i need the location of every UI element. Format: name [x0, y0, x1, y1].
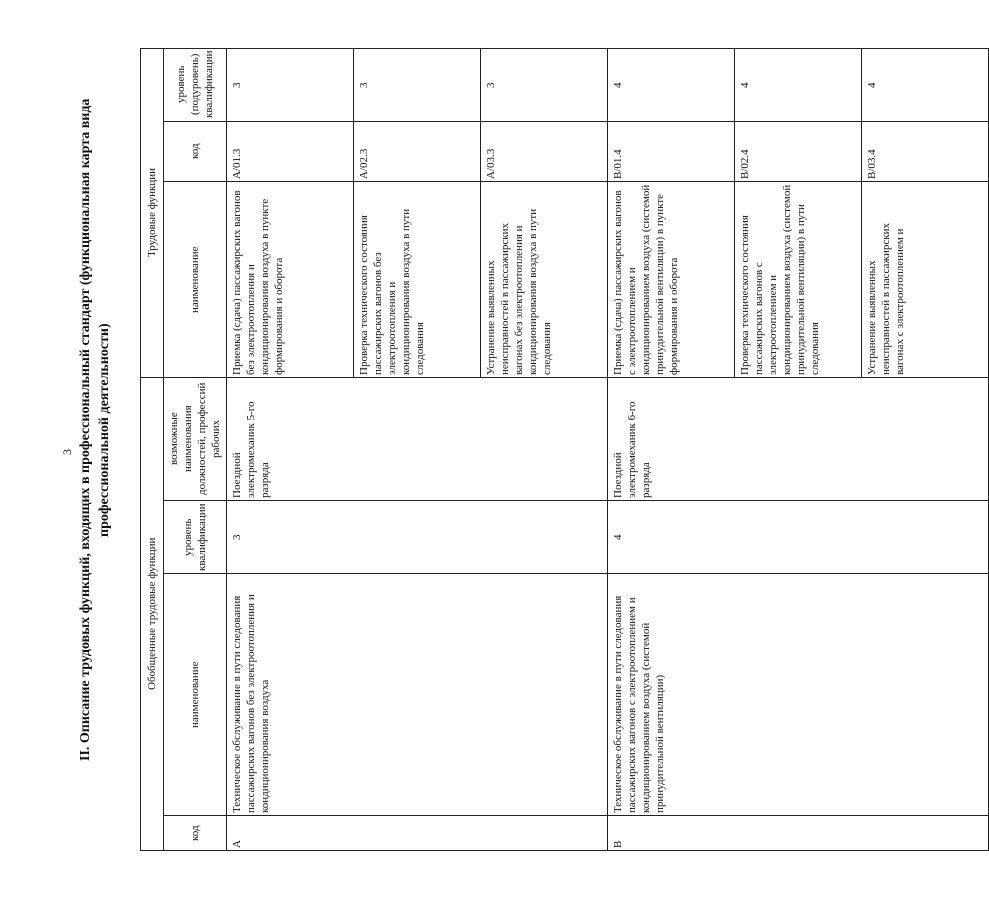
function-name: Проверка технического состояния пассажирских вагонов без электроотопления и кондиционирования воздуха в пути следования	[354, 182, 481, 377]
function-code: B/01.4	[608, 121, 735, 182]
group-name: Техническое обслуживание в пути следования пассажирских вагонов без электроотопления и кондиционирования воздуха	[227, 573, 608, 816]
col-header-tf-level: уровень (подуровень) квалификации	[164, 49, 227, 122]
function-code: A/01.3	[227, 121, 354, 182]
group-positions: Поездной электромеханик 6-го разряда	[608, 377, 989, 501]
functional-map-table-container	[140, 48, 906, 851]
function-level: 3	[227, 49, 354, 122]
functional-map-table	[140, 48, 989, 851]
col-header-positions: возможные наименования должностей, профессий рабочих	[164, 377, 227, 501]
group-code: B	[608, 816, 989, 851]
col-header-level: уровень квалификации	[164, 501, 227, 573]
col-header-code: код	[164, 816, 227, 851]
function-level: 4	[735, 49, 862, 122]
page-number: 3	[60, 449, 74, 455]
function-code: A/02.3	[354, 121, 481, 182]
title-line-1: II. Описание трудовых функций, входящих в профессиональный стандарт (функциональная карта вида	[78, 98, 93, 762]
table-column-header-row	[164, 49, 227, 851]
section-title	[76, 40, 138, 820]
group-code: A	[227, 816, 608, 851]
function-name: Устранение выявленных неисправностей в пассажирских вагонах с электроотоплением и	[862, 182, 989, 377]
function-name: Приемка (сдача) пассажирских вагонов с электроотоплением и кондиционированием воздуха (системой принудительной вентиляции) в пункте формирования и оборота	[608, 182, 735, 377]
function-name: Устранение выявленных неисправностей в пассажирских вагонах без электроотопления и кондиционирования воздуха в пути следования	[481, 182, 608, 377]
col-header-tf-code: код	[164, 121, 227, 182]
function-code: B/03.4	[862, 121, 989, 182]
group-name: Техническое обслуживание в пути следования пассажирских вагонов с электроотоплением и кондиционированием воздуха (системой принудительной вентиляции)	[608, 573, 989, 816]
col-header-name: наименование	[164, 573, 227, 816]
table-row	[227, 49, 354, 851]
function-level: 4	[608, 49, 735, 122]
title-line-2: профессиональной деятельности)	[97, 323, 112, 537]
group-level: 4	[608, 501, 989, 573]
function-level: 4	[862, 49, 989, 122]
generalized-functions-header: Обобщенные трудовые функции	[141, 377, 164, 850]
function-level: 3	[481, 49, 608, 122]
col-header-tf-name: наименование	[164, 182, 227, 377]
table-group-header-row	[141, 49, 164, 851]
function-name: Приемка (сдача) пассажирских вагонов без электроотопления и кондиционирования воздуха в пункте формирования и оборота	[227, 182, 354, 377]
labor-functions-header: Трудовые функции	[141, 49, 164, 378]
function-code: B/02.4	[735, 121, 862, 182]
function-code: A/03.3	[481, 121, 608, 182]
group-level: 3	[227, 501, 608, 573]
group-positions: Поездной электромеханик 5-го разряда	[227, 377, 608, 501]
table-row	[608, 49, 735, 851]
function-level: 3	[354, 49, 481, 122]
function-name: Проверка технического состояния пассажирских вагонов с электроотоплением и кондиционированием воздуха (системой принудительной вентиляции) в пути следования	[735, 182, 862, 377]
